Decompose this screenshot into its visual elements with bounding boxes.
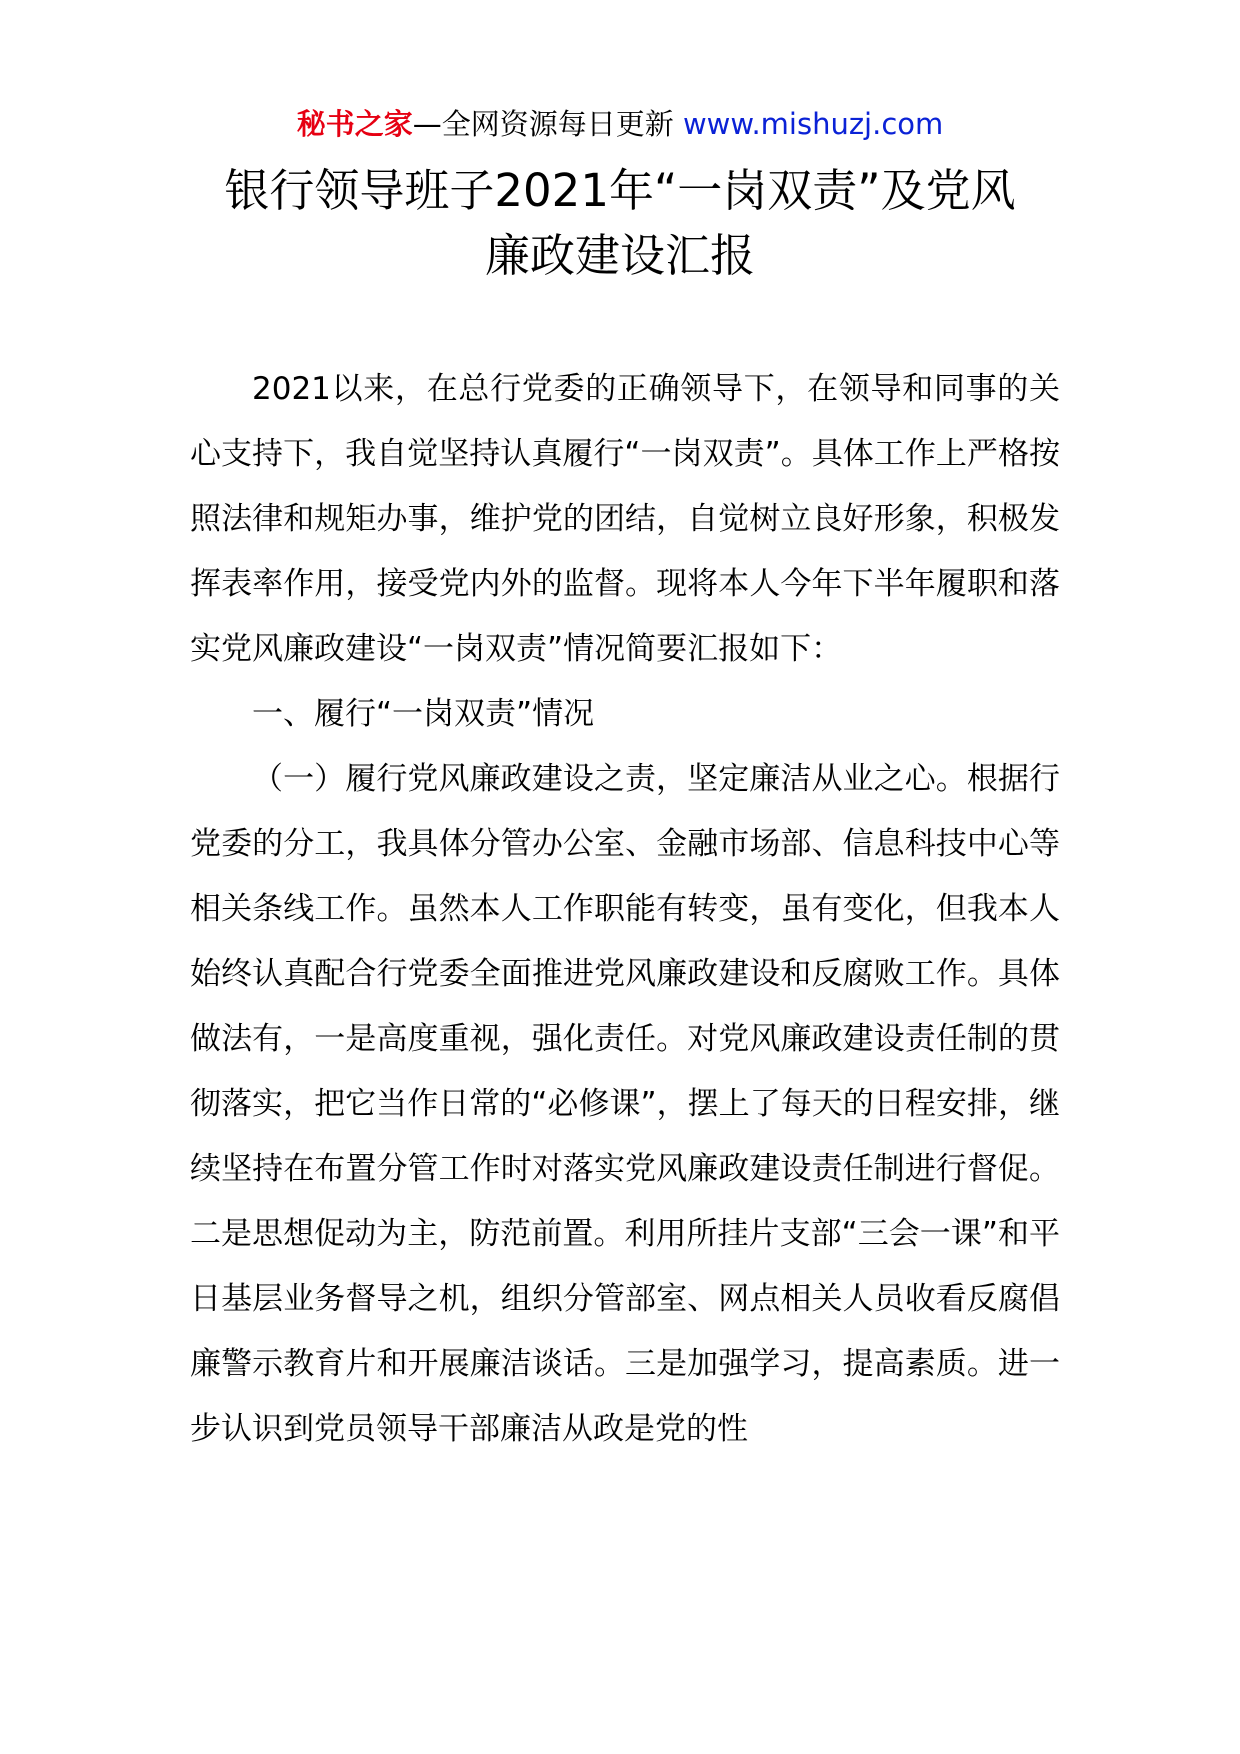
site-url-link[interactable]: www.mishuzj.com — [682, 107, 944, 141]
document-title — [0, 158, 1240, 288]
intro-paragraph: 2021以来，在总行党委的正确领导下，在领导和同事的关心支持下，我自觉坚持认真履行“一岗双责”。具体工作上严格按照法律和规矩办事，维护党的团结，自觉树立良好形象，积极发挥表率作用，接受党内外的监督。现将本人今年下半年履职和落实党风廉政建设“一岗双责”情况简要汇报如下： — [190, 371, 1060, 667]
title-line-1: 银行领导班子2021年“一岗双责”及党风 — [224, 164, 1016, 217]
body-paragraph: （一）履行党风廉政建设之责，坚定廉洁从业之心。根据行党委的分工，我具体分管办公室、金融市场部、信息科技中心等相关条线工作。虽然本人工作职能有转变，虽有变化，但我本人始终认真配合行党委全面推进党风廉政建设和反腐败工作。具体做法有，一是高度重视，强化责任。对党风廉政建设责任制的贯彻落实，把它当作日常的“必修课”，摆上了每天的日程安排，继续坚持在布置分管工作时对落实党风廉政建设责任制进行督促。二是思想促动为主，防范前置。利用所挂片支部“三会一课”和平日基层业务督导之机，组织分管部室、网点相关人员收看反腐倡廉警示教育片和开展廉洁谈话。三是加强学习，提高素质。进一步认识到党员领导干部廉洁从政是党的性 — [190, 761, 1060, 1447]
document-body — [190, 357, 1060, 1462]
site-banner — [0, 104, 1240, 144]
section-heading: 一、履行“一岗双责”情况 — [252, 696, 595, 732]
site-tagline: —全网资源每日更新 — [412, 107, 674, 141]
brand-name: 秘书之家 — [296, 107, 413, 141]
title-line-2: 廉政建设汇报 — [484, 229, 755, 282]
